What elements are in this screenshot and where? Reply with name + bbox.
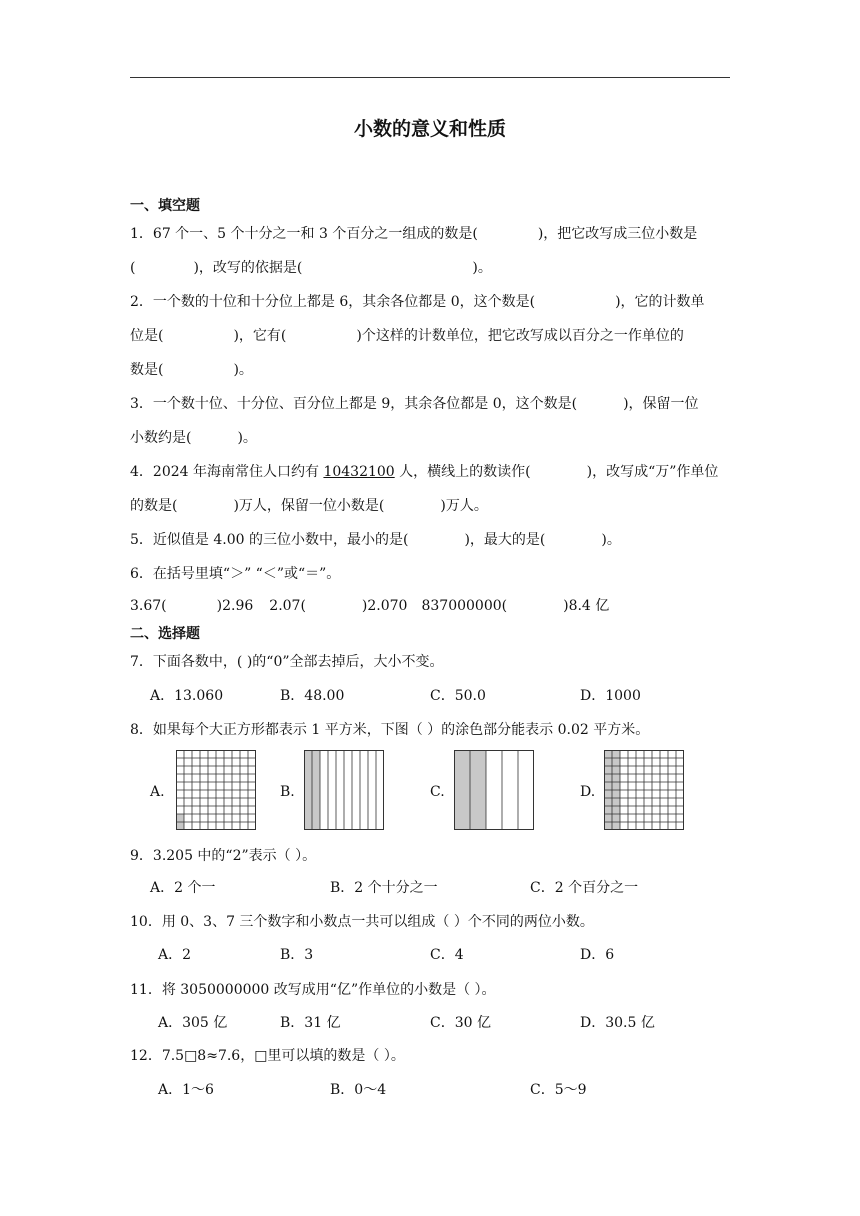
q1-text-a: 1．67 个一、5 个十分之一和 3 个百分之一组成的数是( [130, 226, 478, 242]
q5-text-b: )，最大的是( [464, 532, 546, 548]
q11-option-c: C．30 亿 [430, 1015, 491, 1031]
q2-text-b: )，它的计数单 [615, 294, 705, 310]
q11-option-b: B．31 亿 [280, 1015, 341, 1031]
q1-text-c: ( [130, 260, 136, 276]
q4-underlined-number: 10432100 [323, 464, 395, 480]
q6-comparison-1-left: 3.67( [130, 598, 167, 614]
q2-text-f: 数是( [130, 362, 164, 378]
q1-text-b: )，把它改写成三位小数是 [537, 226, 698, 242]
q9-option-c: C．2 个百分之一 [530, 880, 639, 896]
q7-option-b: B．48.00 [280, 688, 345, 704]
question-10-stem: 10．用 0、3、7 三个数字和小数点一共可以组成（ ）个不同的两位小数。 [130, 914, 594, 930]
question-11-stem: 11．将 3050000000 改写成用“亿”作单位的小数是（ ）。 [130, 982, 496, 998]
q7-option-c: C．50.0 [430, 688, 486, 704]
q3-text-c: 小数约是( [130, 430, 192, 446]
question-2-line-1 [130, 292, 705, 312]
q5-text-c: )。 [601, 532, 621, 548]
q10-option-c: C．4 [430, 947, 464, 963]
q4-text-a: 4．2024 年海南常住人口约有 [130, 464, 324, 480]
question-5 [130, 530, 621, 550]
q4-text-c: )，改写成“万”作单位 [586, 464, 719, 480]
q3-text-d: )。 [237, 430, 257, 446]
q11-option-a: A．305 亿 [158, 1015, 228, 1031]
question-4-line-1 [130, 462, 718, 482]
question-9-stem: 9．3.205 中的“2”表示（ ）。 [130, 848, 317, 864]
q2-text-c: 位是( [130, 328, 164, 344]
q1-text-e: )。 [472, 260, 492, 276]
q6-comparison-3-right: )8.4 亿 [563, 598, 610, 614]
page-title: 小数的意义和性质 [353, 118, 506, 140]
question-2-line-3 [130, 360, 253, 380]
question-12-stem: 12．7.5□8≈7.6，□里可以填的数是（ ）。 [130, 1048, 405, 1064]
q8-figure-d-grid [604, 750, 684, 830]
question-4-line-2 [130, 496, 488, 516]
q2-text-d: )，它有( [233, 328, 287, 344]
question-3-line-2 [130, 428, 257, 448]
q4-text-e: )万人，保留一位小数是( [233, 498, 385, 514]
q9-option-b: B．2 个十分之一 [330, 880, 438, 896]
question-1-line-2 [130, 258, 492, 278]
header-rule [130, 77, 730, 78]
q10-option-b: B．3 [280, 947, 314, 963]
q11-option-d: D．30.5 亿 [580, 1015, 655, 1031]
q6-comparison-1-right: )2.96 [216, 598, 254, 614]
q8-option-a-label: A. [150, 784, 165, 800]
q7-option-a: A．13.060 [150, 688, 224, 704]
q2-text-a: 2．一个数的十位和十分位上都是 6，其余各位都是 0，这个数是( [130, 294, 536, 310]
q3-text-a: 3．一个数十位、十分位、百分位上都是 9，其余各位都是 0，这个数是( [130, 396, 578, 412]
q1-text-d: )，改写的依据是( [193, 260, 303, 276]
q2-text-g: )。 [233, 362, 253, 378]
q4-text-d: 的数是( [130, 498, 178, 514]
q4-text-f: )万人。 [440, 498, 488, 514]
q6-comparison-2-left: 2.07( [269, 598, 306, 614]
q10-option-d: D．6 [580, 947, 615, 963]
q12-option-c: C．5～9 [530, 1082, 587, 1098]
q12-option-a: A．1～6 [158, 1082, 214, 1098]
q10-option-a: A．2 [158, 947, 192, 963]
question-6-comparisons [130, 596, 609, 616]
question-3-line-1 [130, 394, 699, 414]
q8-option-b-label: B. [280, 784, 295, 800]
q2-text-e: )个这样的计数单位，把它改写成以百分之一作单位的 [356, 328, 684, 344]
q8-option-d-label: D. [580, 784, 596, 800]
q8-figure-b-tenths [304, 750, 384, 830]
q3-text-b: )，保留一位 [623, 396, 699, 412]
q12-option-b: B．0～4 [330, 1082, 387, 1098]
question-2-line-2 [130, 326, 684, 346]
q5-text-a: 5．近似值是 4.00 的三位小数中，最小的是( [130, 532, 409, 548]
question-7-stem: 7．下面各数中，( )的“0”全部去掉后，大小不变。 [130, 654, 444, 670]
section-heading-choice: 二、选择题 [130, 626, 200, 642]
q7-option-d: D．1000 [580, 688, 641, 704]
q6-comparison-2-right: )2.070 [361, 598, 408, 614]
q8-figure-c-fifths [454, 750, 534, 830]
q8-option-c-label: C. [430, 784, 445, 800]
question-8-stem: 8．如果每个大正方形都表示 1 平方米，下图（ ）的涂色部分能表示 0.02 平方米。 [130, 722, 650, 738]
section-heading-fill-blank: 一、填空题 [130, 198, 200, 214]
question-1-line-1 [130, 224, 697, 244]
q4-text-b: 人，横线上的数读作( [394, 464, 531, 480]
q8-figure-a-grid [176, 750, 256, 830]
question-6-stem: 6．在括号里填“＞” “＜”或“＝”。 [130, 566, 341, 582]
q6-comparison-3-left: 837000000( [421, 598, 508, 614]
q9-option-a: A．2 个一 [150, 880, 216, 896]
